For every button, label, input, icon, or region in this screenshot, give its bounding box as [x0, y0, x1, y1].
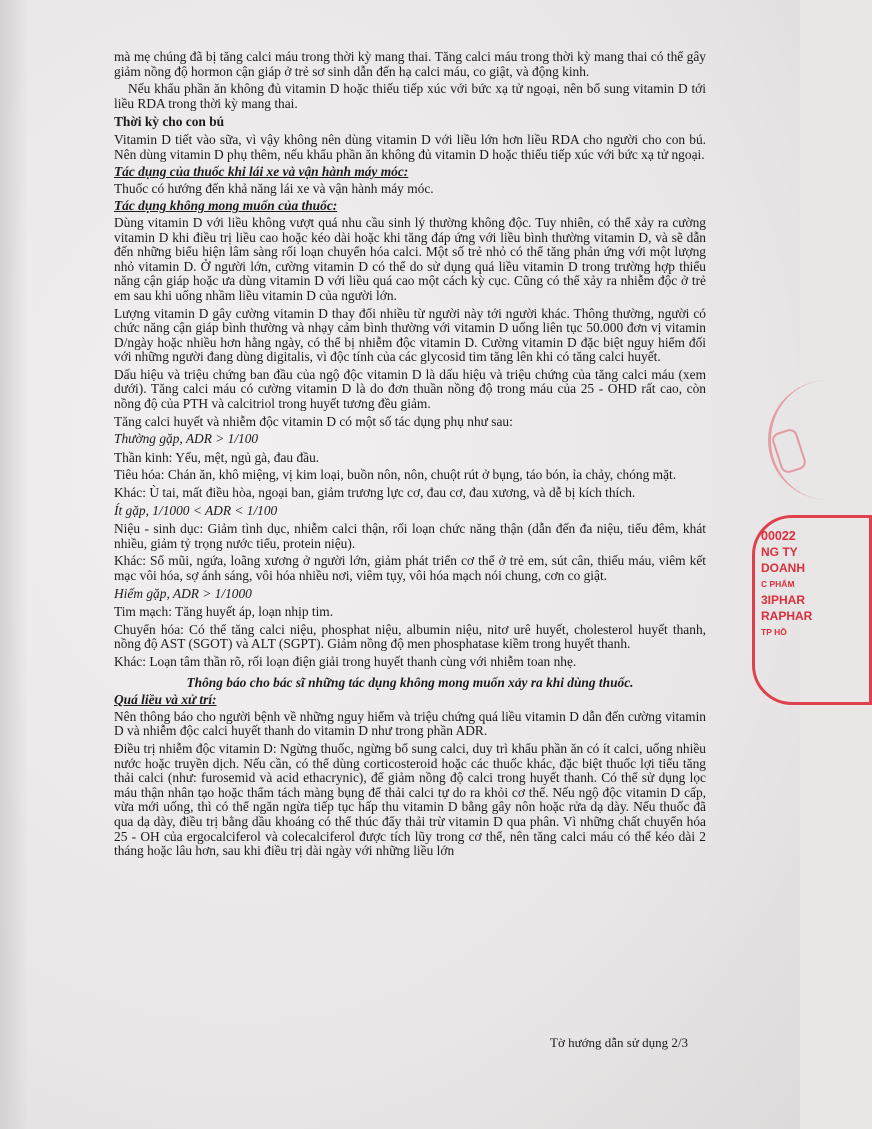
paragraph: Tăng calci huyết và nhiễm độc vitamin D có một số tác dụng phụ như sau: — [114, 413, 513, 429]
company-stamp — [752, 515, 872, 705]
section-heading-adverse-effects: Tác dụng không mong muốn của thuốc: — [114, 198, 338, 214]
paragraph: Vitamin D tiết vào sữa, vì vậy không nên dùng vitamin D với liều lớn hơn liều RDA cho người cho con bú. Nên dùng vitamin D phụ thêm, nếu khẩu phần ăn không đủ vitamin D hoặc thiếu tiếp xúc với bức xạ tử ngoại. — [114, 131, 706, 162]
paragraph: Dùng vitamin D với liều không vượt quá nhu cầu sinh lý thường không độc. Tuy nhiên, có thể xảy ra cường vitamin D khi điều trị liều cao hoặc kéo dài hoặc khi tăng đáp ứng với liều bình thường vitamin D, và sẽ dẫn đến những biểu hiện lâm sàng rối loạn chuyển hóa calci. Một số trẻ nhỏ có thể tăng phản ứng với một lượng nhỏ vitamin D. Ở người lớn, cường vitamin D có thể do sử dụng quá liều vitamin D trong trường hợp thiểu năng cận giáp hoặc ưa dùng vitamin D với liều quá cao một cách kỳ cục. Cũng có thể xảy ra nhiễm độc ở trẻ em sau khi uống nhầm liều vitamin D của người lớn. — [114, 214, 706, 303]
frequency-heading-uncommon: Ít gặp, 1/1000 < ADR < 1/100 — [114, 502, 278, 518]
stamp-text: C PHẨM — [761, 579, 795, 589]
section-heading-driving: Tác dụng của thuốc khi lái xe và vận hành máy móc: — [114, 164, 409, 180]
paragraph: Tiêu hóa: Chán ăn, khô miệng, vị kim loại, buồn nôn, nôn, chuột rút ở bụng, táo bón, ỉa chảy, chóng mặt. — [114, 467, 677, 483]
paragraph: Khác: Sổ mũi, ngứa, loãng xương ở người lớn, giảm phát triển cơ thể ở trẻ em, sút cân, thiếu máu, viêm kết mạc vôi hóa, sợ ánh sáng, vôi hóa nhiều nơi, viêm tụy, vôi hóa mạch nói chung, cơn co giật. — [114, 553, 706, 583]
notice-to-doctor: Thông báo cho bác sĩ những tác dụng không mong muốn xảy ra khi dùng thuốc. — [186, 674, 634, 690]
paragraph: Khác: Loạn tâm thần rõ, rối loạn điện giải trong huyết thanh cùng với nhiễm toan nhẹ. — [114, 653, 577, 669]
frequency-heading-common: Thường gặp, ADR > 1/100 — [114, 431, 259, 447]
stamp-text: TP HỒ — [761, 627, 787, 637]
page-edge-shadow — [0, 0, 28, 1129]
paragraph: Tim mạch: Tăng huyết áp, loạn nhịp tim. — [114, 604, 334, 620]
paragraph: Khác: Ù tai, mất điều hòa, ngoại ban, giảm trương lực cơ, đau cơ, đau xương, và dễ bị kích thích. — [114, 485, 636, 501]
stamp-text: 00022 — [761, 529, 796, 543]
section-heading-overdose: Quá liều và xử trí: — [114, 692, 217, 708]
stamp-text: 3IPHAR — [761, 593, 806, 607]
stamp-text: DOANH — [761, 561, 805, 575]
paragraph: Lượng vitamin D gây cường vitamin D thay đổi nhiều từ người này tới người khác. Thông thường, người có chức năng cận giáp bình thường và nhạy cảm bình thường với vitamin D uống liên tục 50.000 đơn vị vitamin D/ngày hoặc nhiều hơn hằng ngày, có thể bị nhiễm độc vitamin D. Cường vitamin D đặc biệt nguy hiểm đối với những người đang dùng digitalis, vì độc tính của các glycosid tim tăng lên khi có tăng calci huyết. — [114, 305, 706, 365]
stamp-text: RAPHAR — [761, 609, 813, 623]
paragraph: Nên thông báo cho người bệnh về những nguy hiểm và triệu chứng quá liều vitamin D dẫn đến cường vitamin D và nhiễm độc calci huyết thanh do vitamin D như trong phần ADR. — [114, 708, 706, 739]
paragraph: Nếu khẩu phần ăn không đủ vitamin D hoặc thiếu tiếp xúc với bức xạ tử ngoại, nên bổ sung vitamin D tới liều RDA trong thời kỳ mang thai. — [114, 81, 706, 111]
paragraph: Chuyển hóa: Có thể tăng calci niệu, phosphat niệu, albumin niệu, nitơ urê huyết, cholesterol huyết thanh, nồng độ AST (SGOT) và ALT (SGPT). Giảm nồng độ men phosphatase kiềm trong huyết thanh. — [114, 621, 706, 652]
section-heading-breastfeeding: Thời kỳ cho con bú — [114, 114, 225, 130]
document-body — [114, 50, 706, 862]
paragraph: Thần kinh: Yếu, mệt, ngủ gà, đau đầu. — [114, 449, 320, 465]
frequency-heading-rare: Hiếm gặp, ADR > 1/1000 — [114, 585, 252, 601]
page-footer: Tờ hướng dẫn sử dụng 2/3 — [550, 1035, 688, 1050]
paragraph: Niệu - sinh dục: Giảm tình dục, nhiễm calci thận, rối loạn chức năng thận (dẫn đến đa niệu, tiểu đêm, khát nhiều, giảm tỷ trọng nước tiểu, protein niệu). — [114, 521, 706, 551]
stamp-text: NG TY — [761, 545, 798, 559]
paragraph: Dấu hiệu và triệu chứng ban đầu của ngộ độc vitamin D là dấu hiệu và triệu chứng của tăng calci máu (xem dưới). Tăng calci máu có cường vitamin D là do đơn thuần nồng độ trong máu của 25 - OHD rất cao, còn nồng độ của PTH và calcitriol trong huyết tương đều giảm. — [114, 366, 706, 412]
paragraph: Thuốc có hướng đến khả năng lái xe và vận hành máy móc. — [114, 180, 434, 196]
paragraph: mà mẹ chúng đã bị tăng calci máu trong thời kỳ mang thai. Tăng calci máu trong thời kỳ mang thai có thể gây giảm nồng độ hormon cận giáp ở trẻ sơ sinh dẫn đến hạ calci máu, co giật, và động kinh. — [114, 49, 706, 79]
paragraph: Điều trị nhiễm độc vitamin D: Ngừng thuốc, ngừng bổ sung calci, duy trì khẩu phần ăn có ít calci, uống nhiều nước hoặc truyền dịch. Nếu cần, có thể dùng corticosteroid hoặc các thuốc khác, đặc biệt thuốc lợi tiểu tăng thải calci (như: furosemid và acid ethacrynic), để giảm nồng độ calci trong huyết thanh. Có thể sử dụng lọc máu thận nhân tạo hoặc thẩm tách màng bụng để thải calci tự do ra khỏi cơ thể. Nếu ngộ độc vitamin D cấp, vừa mới uống, thì có thể ngăn ngừa tiếp tục hấp thu vitamin D bằng gây nôn hoặc rửa dạ dày. Nếu thuốc đã qua dạ dày, điều trị bằng dầu khoáng có thể thúc đẩy thải trừ vitamin D qua phân. Vì những chất chuyển hóa 25 - OH của ergocalciferol và colecalciferol được tích lũy trong cơ thể, nên tăng calci máu có thể kéo dài 2 tháng hoặc lâu hơn, sau khi điều trị dài ngày với những liều lớn — [114, 740, 706, 859]
